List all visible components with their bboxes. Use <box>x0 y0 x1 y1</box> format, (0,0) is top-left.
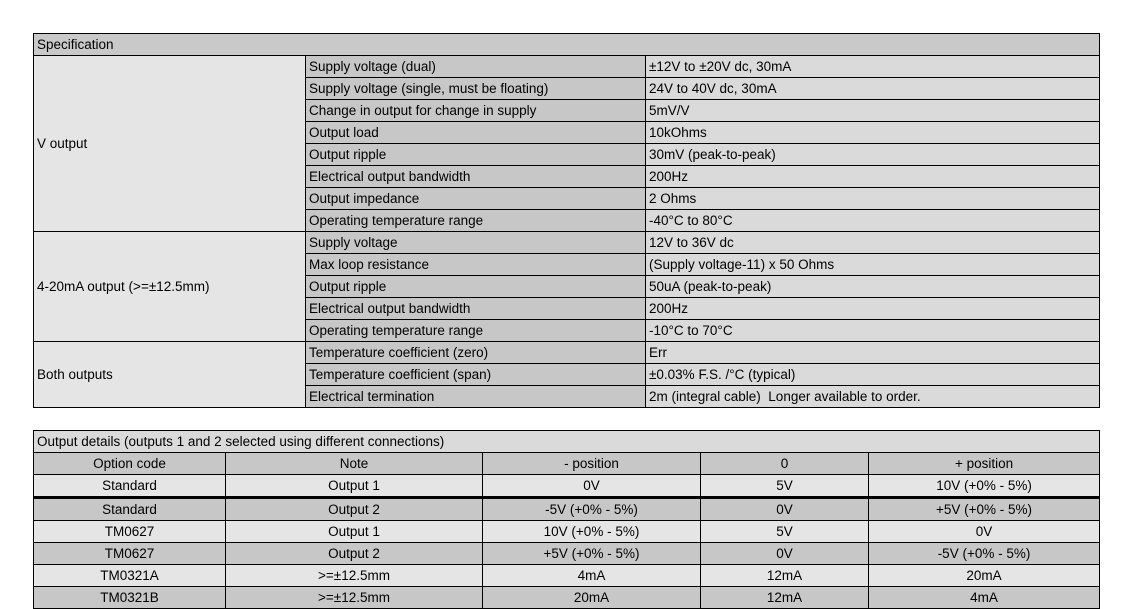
output-table-cell: 10V (+0% - 5%) <box>869 475 1100 498</box>
spec-value-cell: 2 Ohms <box>646 188 1100 210</box>
output-table-cell: 4mA <box>483 565 701 587</box>
spec-property-cell: Operating temperature range <box>306 210 646 232</box>
spec-value-cell: 50uA (peak-to-peak) <box>646 276 1100 298</box>
spec-value-cell: ±0.03% F.S. /°C (typical) <box>646 364 1100 386</box>
spec-property-cell: Output impedance <box>306 188 646 210</box>
output-table-cell: TM0627 <box>34 521 226 543</box>
output-table-cell: 10V (+0% - 5%) <box>483 521 701 543</box>
output-table-cell: 0V <box>701 543 869 565</box>
output-table-cell: 0V <box>869 521 1100 543</box>
output-table-cell: +5V (+0% - 5%) <box>869 498 1100 521</box>
spec-group-cell: V output <box>34 56 306 232</box>
spec-table-row <box>34 232 1100 254</box>
spec-property-cell: Electrical termination <box>306 386 646 408</box>
output-details-table <box>33 430 1100 609</box>
output-column-header: + position <box>869 453 1100 475</box>
output-table-cell: TM0627 <box>34 543 226 565</box>
output-details-table-body <box>34 431 1100 609</box>
output-table-row <box>34 498 1100 521</box>
output-table-title: Output details (outputs 1 and 2 selected using different connections) <box>34 431 1100 453</box>
output-table-cell: TM0321A <box>34 565 226 587</box>
spec-property-cell: Output load <box>306 122 646 144</box>
output-table-cell: 12mA <box>701 587 869 609</box>
output-table-cell: 5V <box>701 475 869 498</box>
spec-value-cell: ±12V to ±20V dc, 30mA <box>646 56 1100 78</box>
specification-table <box>33 33 1100 408</box>
spec-value-cell: (Supply voltage-11) x 50 Ohms <box>646 254 1100 276</box>
spec-group-cell: 4-20mA output (>=±12.5mm) <box>34 232 306 342</box>
spec-property-cell: Max loop resistance <box>306 254 646 276</box>
output-table-row <box>34 521 1100 543</box>
output-table-row <box>34 475 1100 498</box>
output-table-cell: 20mA <box>869 565 1100 587</box>
output-table-cell: Standard <box>34 475 226 498</box>
spec-table-row <box>34 342 1100 364</box>
output-table-row <box>34 565 1100 587</box>
spec-table-title-row <box>34 34 1100 56</box>
spec-value-cell: 10kOhms <box>646 122 1100 144</box>
spec-property-cell: Temperature coefficient (zero) <box>306 342 646 364</box>
spec-group-cell: Both outputs <box>34 342 306 408</box>
spec-property-cell: Supply voltage <box>306 232 646 254</box>
spec-table-title: Specification <box>34 34 1100 56</box>
output-table-cell: 12mA <box>701 565 869 587</box>
spec-property-cell: Change in output for change in supply <box>306 100 646 122</box>
spec-value-cell: 12V to 36V dc <box>646 232 1100 254</box>
spec-value-cell: 30mV (peak-to-peak) <box>646 144 1100 166</box>
output-table-cell: -5V (+0% - 5%) <box>869 543 1100 565</box>
spec-value-cell: 200Hz <box>646 298 1100 320</box>
specification-table-body <box>34 34 1100 408</box>
output-table-cell: Output 1 <box>226 521 483 543</box>
output-table-title-row <box>34 431 1100 453</box>
spec-value-cell: 5mV/V <box>646 100 1100 122</box>
output-table-cell: >=±12.5mm <box>226 587 483 609</box>
spec-value-cell: 2m (integral cable) Longer available to order. <box>646 386 1100 408</box>
spec-property-cell: Electrical output bandwidth <box>306 298 646 320</box>
output-table-header-row <box>34 453 1100 475</box>
output-column-header: - position <box>483 453 701 475</box>
output-table-cell: 20mA <box>483 587 701 609</box>
spec-table-row <box>34 56 1100 78</box>
spec-value-cell: Err <box>646 342 1100 364</box>
output-table-row <box>34 543 1100 565</box>
spec-value-cell: -40°C to 80°C <box>646 210 1100 232</box>
spec-value-cell: 24V to 40V dc, 30mA <box>646 78 1100 100</box>
output-table-cell: Output 2 <box>226 498 483 521</box>
output-column-header: Note <box>226 453 483 475</box>
spec-value-cell: -10°C to 70°C <box>646 320 1100 342</box>
output-table-cell: 0V <box>483 475 701 498</box>
output-table-cell: -5V (+0% - 5%) <box>483 498 701 521</box>
output-table-cell: >=±12.5mm <box>226 565 483 587</box>
output-table-cell: 5V <box>701 521 869 543</box>
spec-property-cell: Output ripple <box>306 144 646 166</box>
spec-property-cell: Temperature coefficient (span) <box>306 364 646 386</box>
output-table-cell: TM0321B <box>34 587 226 609</box>
spec-value-cell: 200Hz <box>646 166 1100 188</box>
output-table-cell: Output 2 <box>226 543 483 565</box>
spec-property-cell: Supply voltage (dual) <box>306 56 646 78</box>
spec-property-cell: Output ripple <box>306 276 646 298</box>
output-column-header: Option code <box>34 453 226 475</box>
output-table-cell: Standard <box>34 498 226 521</box>
output-table-row <box>34 587 1100 609</box>
output-table-cell: 0V <box>701 498 869 521</box>
output-table-cell: 4mA <box>869 587 1100 609</box>
output-table-cell: Output 1 <box>226 475 483 498</box>
spec-property-cell: Electrical output bandwidth <box>306 166 646 188</box>
spec-property-cell: Operating temperature range <box>306 320 646 342</box>
output-column-header: 0 <box>701 453 869 475</box>
output-table-cell: +5V (+0% - 5%) <box>483 543 701 565</box>
spec-property-cell: Supply voltage (single, must be floating) <box>306 78 646 100</box>
